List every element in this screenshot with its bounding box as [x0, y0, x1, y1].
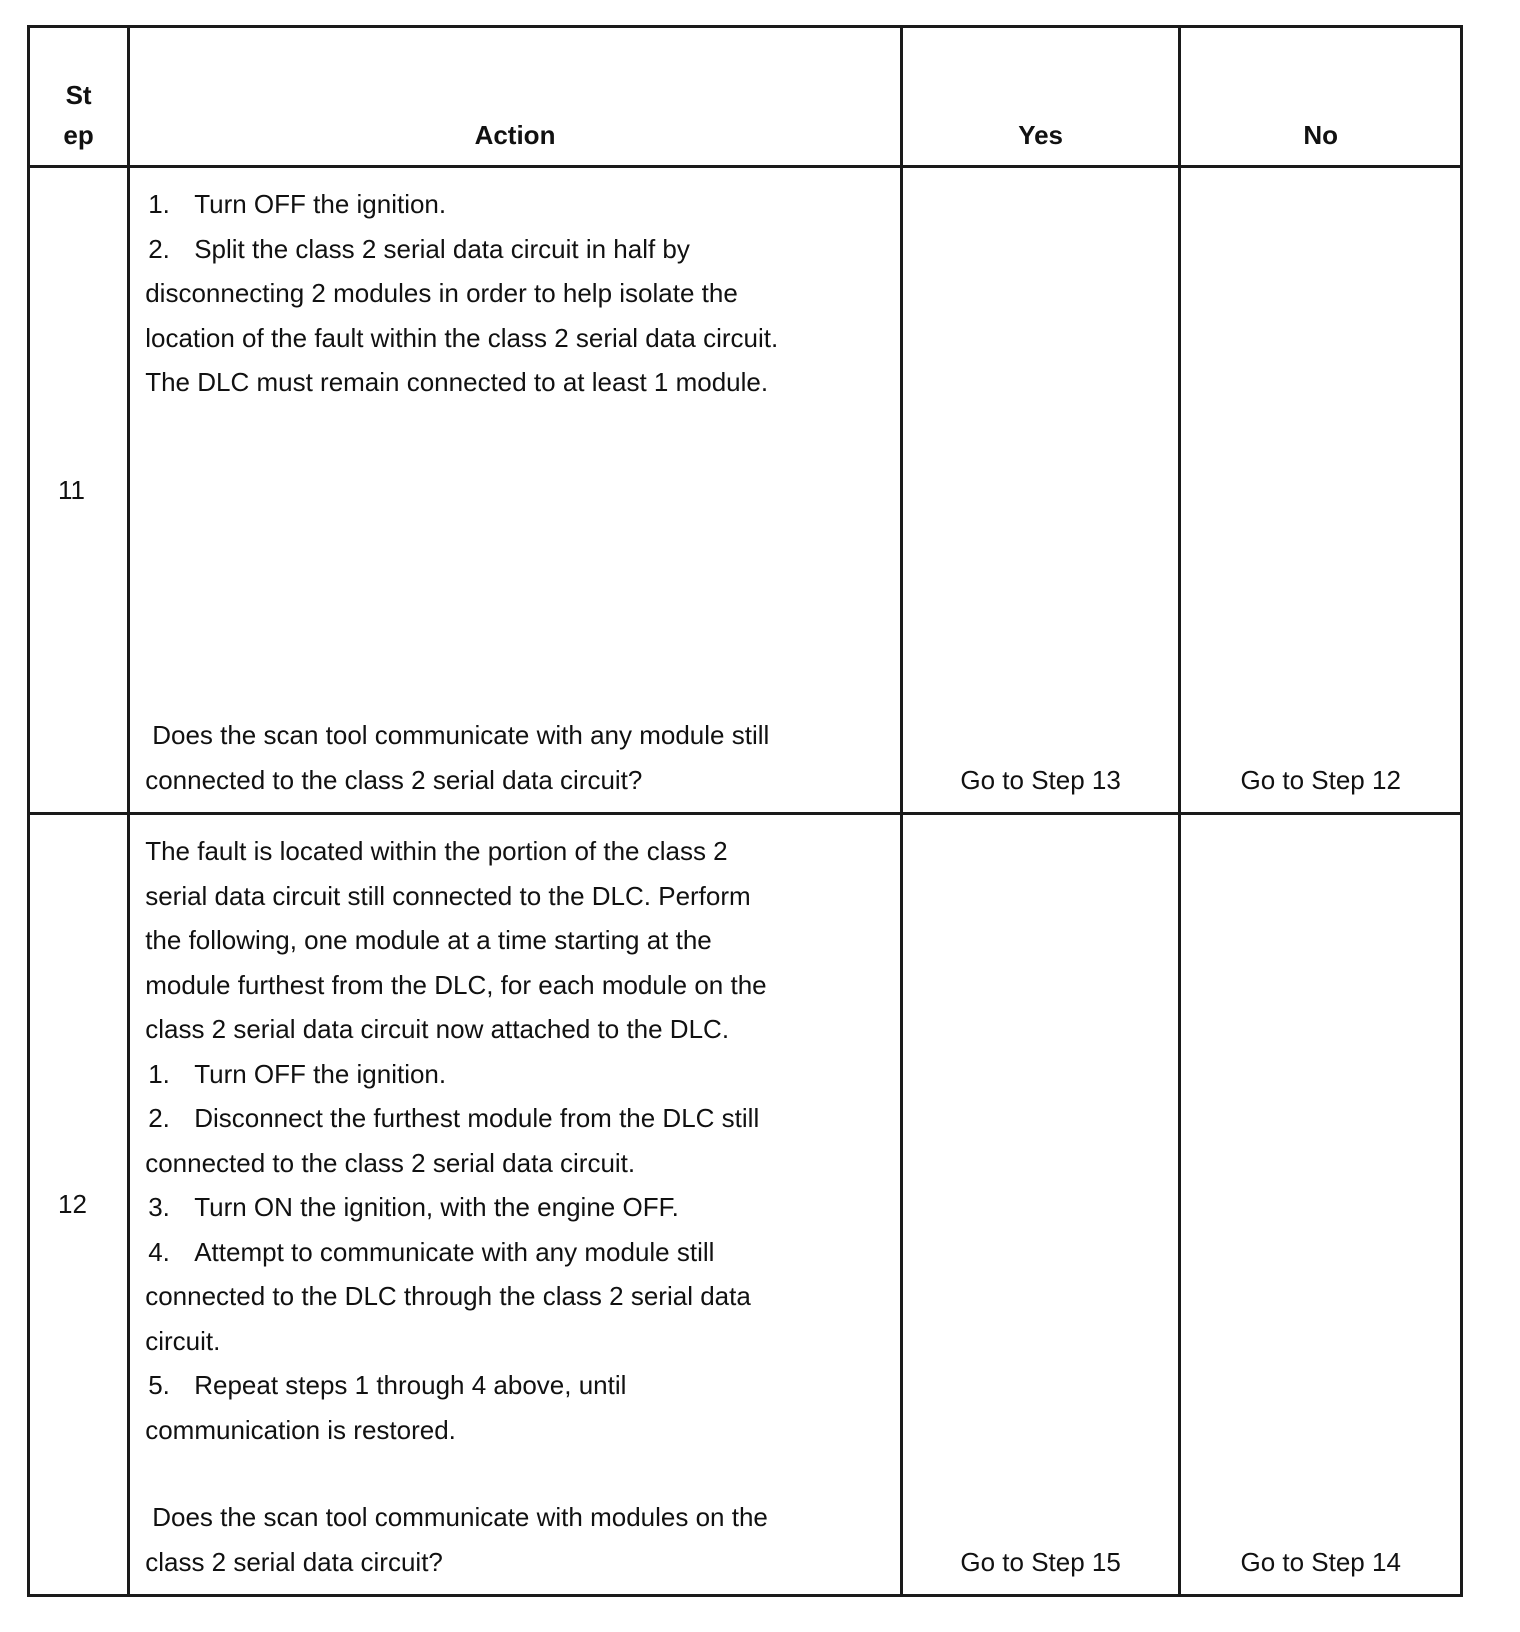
instruction-text: location of the fault within the class 2 serial data circuit.: [145, 322, 779, 353]
step-number: 11: [29, 167, 129, 814]
instruction-text: The fault is located within the portion of the class 2: [145, 836, 728, 866]
instruction-text: class 2 serial data circuit now attached to the DLC.: [145, 1014, 730, 1044]
step-index: 2.: [148, 233, 170, 264]
action-question: [145, 1495, 768, 1584]
instruction-text: module furthest from the DLC, for each module on the: [145, 969, 767, 1000]
question-line: class 2 serial data circuit?: [145, 1546, 443, 1577]
instruction-text: communication is restored.: [145, 1414, 456, 1445]
table-row: [29, 167, 1462, 814]
instruction-text: Split the class 2 serial data circuit in half by: [194, 233, 690, 264]
action-instructions: [145, 182, 900, 405]
question-line: Does the scan tool communicate with modules on the: [152, 1502, 768, 1532]
instruction-text: serial data circuit still connected to the DLC. Perform: [145, 880, 751, 911]
instruction-line: [145, 271, 900, 316]
instruction-text: Turn ON the ignition, with the engine OFF.: [194, 1192, 679, 1222]
yes-answer: Go to Step 13: [901, 167, 1180, 814]
diagnostic-table: [27, 25, 1463, 1597]
action-cell: [129, 167, 902, 814]
header-step-line2: ep: [63, 120, 94, 150]
instruction-text: circuit.: [145, 1325, 221, 1356]
instruction-line: [145, 1274, 900, 1319]
instruction-line: [145, 1141, 900, 1186]
numbered-step-line: [145, 227, 900, 272]
instruction-line: [145, 963, 900, 1008]
header-step: [29, 27, 129, 167]
numbered-step-line: [145, 1363, 900, 1408]
instruction-text: The DLC must remain connected to at least 1 module.: [145, 367, 769, 397]
instruction-text: Turn OFF the ignition.: [194, 189, 447, 219]
instruction-text: Turn OFF the ignition.: [194, 1058, 447, 1089]
instruction-text: connected to the class 2 serial data circuit.: [145, 1147, 636, 1178]
question-line: Does the scan tool communicate with any module still: [152, 720, 770, 750]
step-index: 3.: [148, 1192, 170, 1222]
instruction-line: [145, 1319, 900, 1364]
step-index: 1.: [148, 189, 170, 219]
no-answer: Go to Step 12: [1180, 167, 1462, 814]
header-no: No: [1180, 27, 1462, 167]
instruction-line: [145, 316, 900, 361]
instruction-text: disconnecting 2 modules in order to help isolate the: [145, 278, 738, 308]
action-instructions: [145, 829, 900, 1452]
instruction-text: Disconnect the furthest module from the DLC still: [194, 1103, 760, 1133]
step-index: 4.: [148, 1236, 170, 1267]
instruction-line: [145, 1408, 900, 1453]
no-answer: Go to Step 14: [1180, 814, 1462, 1596]
instruction-text: the following, one module at a time starting at the: [145, 925, 712, 955]
instruction-text: Attempt to communicate with any module still: [194, 1236, 715, 1267]
step-index: 5.: [148, 1370, 170, 1400]
header-action: Action: [129, 27, 902, 167]
instruction-text: connected to the DLC through the class 2 serial data: [145, 1281, 751, 1311]
instruction-line: [145, 1007, 900, 1052]
header-step-line1: St: [65, 80, 92, 110]
numbered-step-line: [145, 1096, 900, 1141]
instruction-line: [145, 874, 900, 919]
instruction-line: [145, 360, 900, 405]
instruction-line: [145, 918, 900, 963]
step-index: 2.: [148, 1103, 170, 1133]
step-number: 12: [29, 814, 129, 1596]
instruction-text: Repeat steps 1 through 4 above, until: [194, 1370, 627, 1400]
numbered-step-line: [145, 1230, 900, 1275]
numbered-step-line: [145, 1185, 900, 1230]
instruction-line: [145, 829, 900, 874]
action-cell: [129, 814, 902, 1596]
question-line: connected to the class 2 serial data circuit?: [145, 764, 643, 795]
header-yes: Yes: [901, 27, 1180, 167]
action-question: [145, 713, 769, 802]
numbered-step-line: [145, 1052, 900, 1097]
step-index: 1.: [148, 1058, 170, 1089]
numbered-step-line: [145, 182, 900, 227]
yes-answer: Go to Step 15: [901, 814, 1180, 1596]
table-header-row: [29, 27, 1462, 167]
table-row: [29, 814, 1462, 1596]
